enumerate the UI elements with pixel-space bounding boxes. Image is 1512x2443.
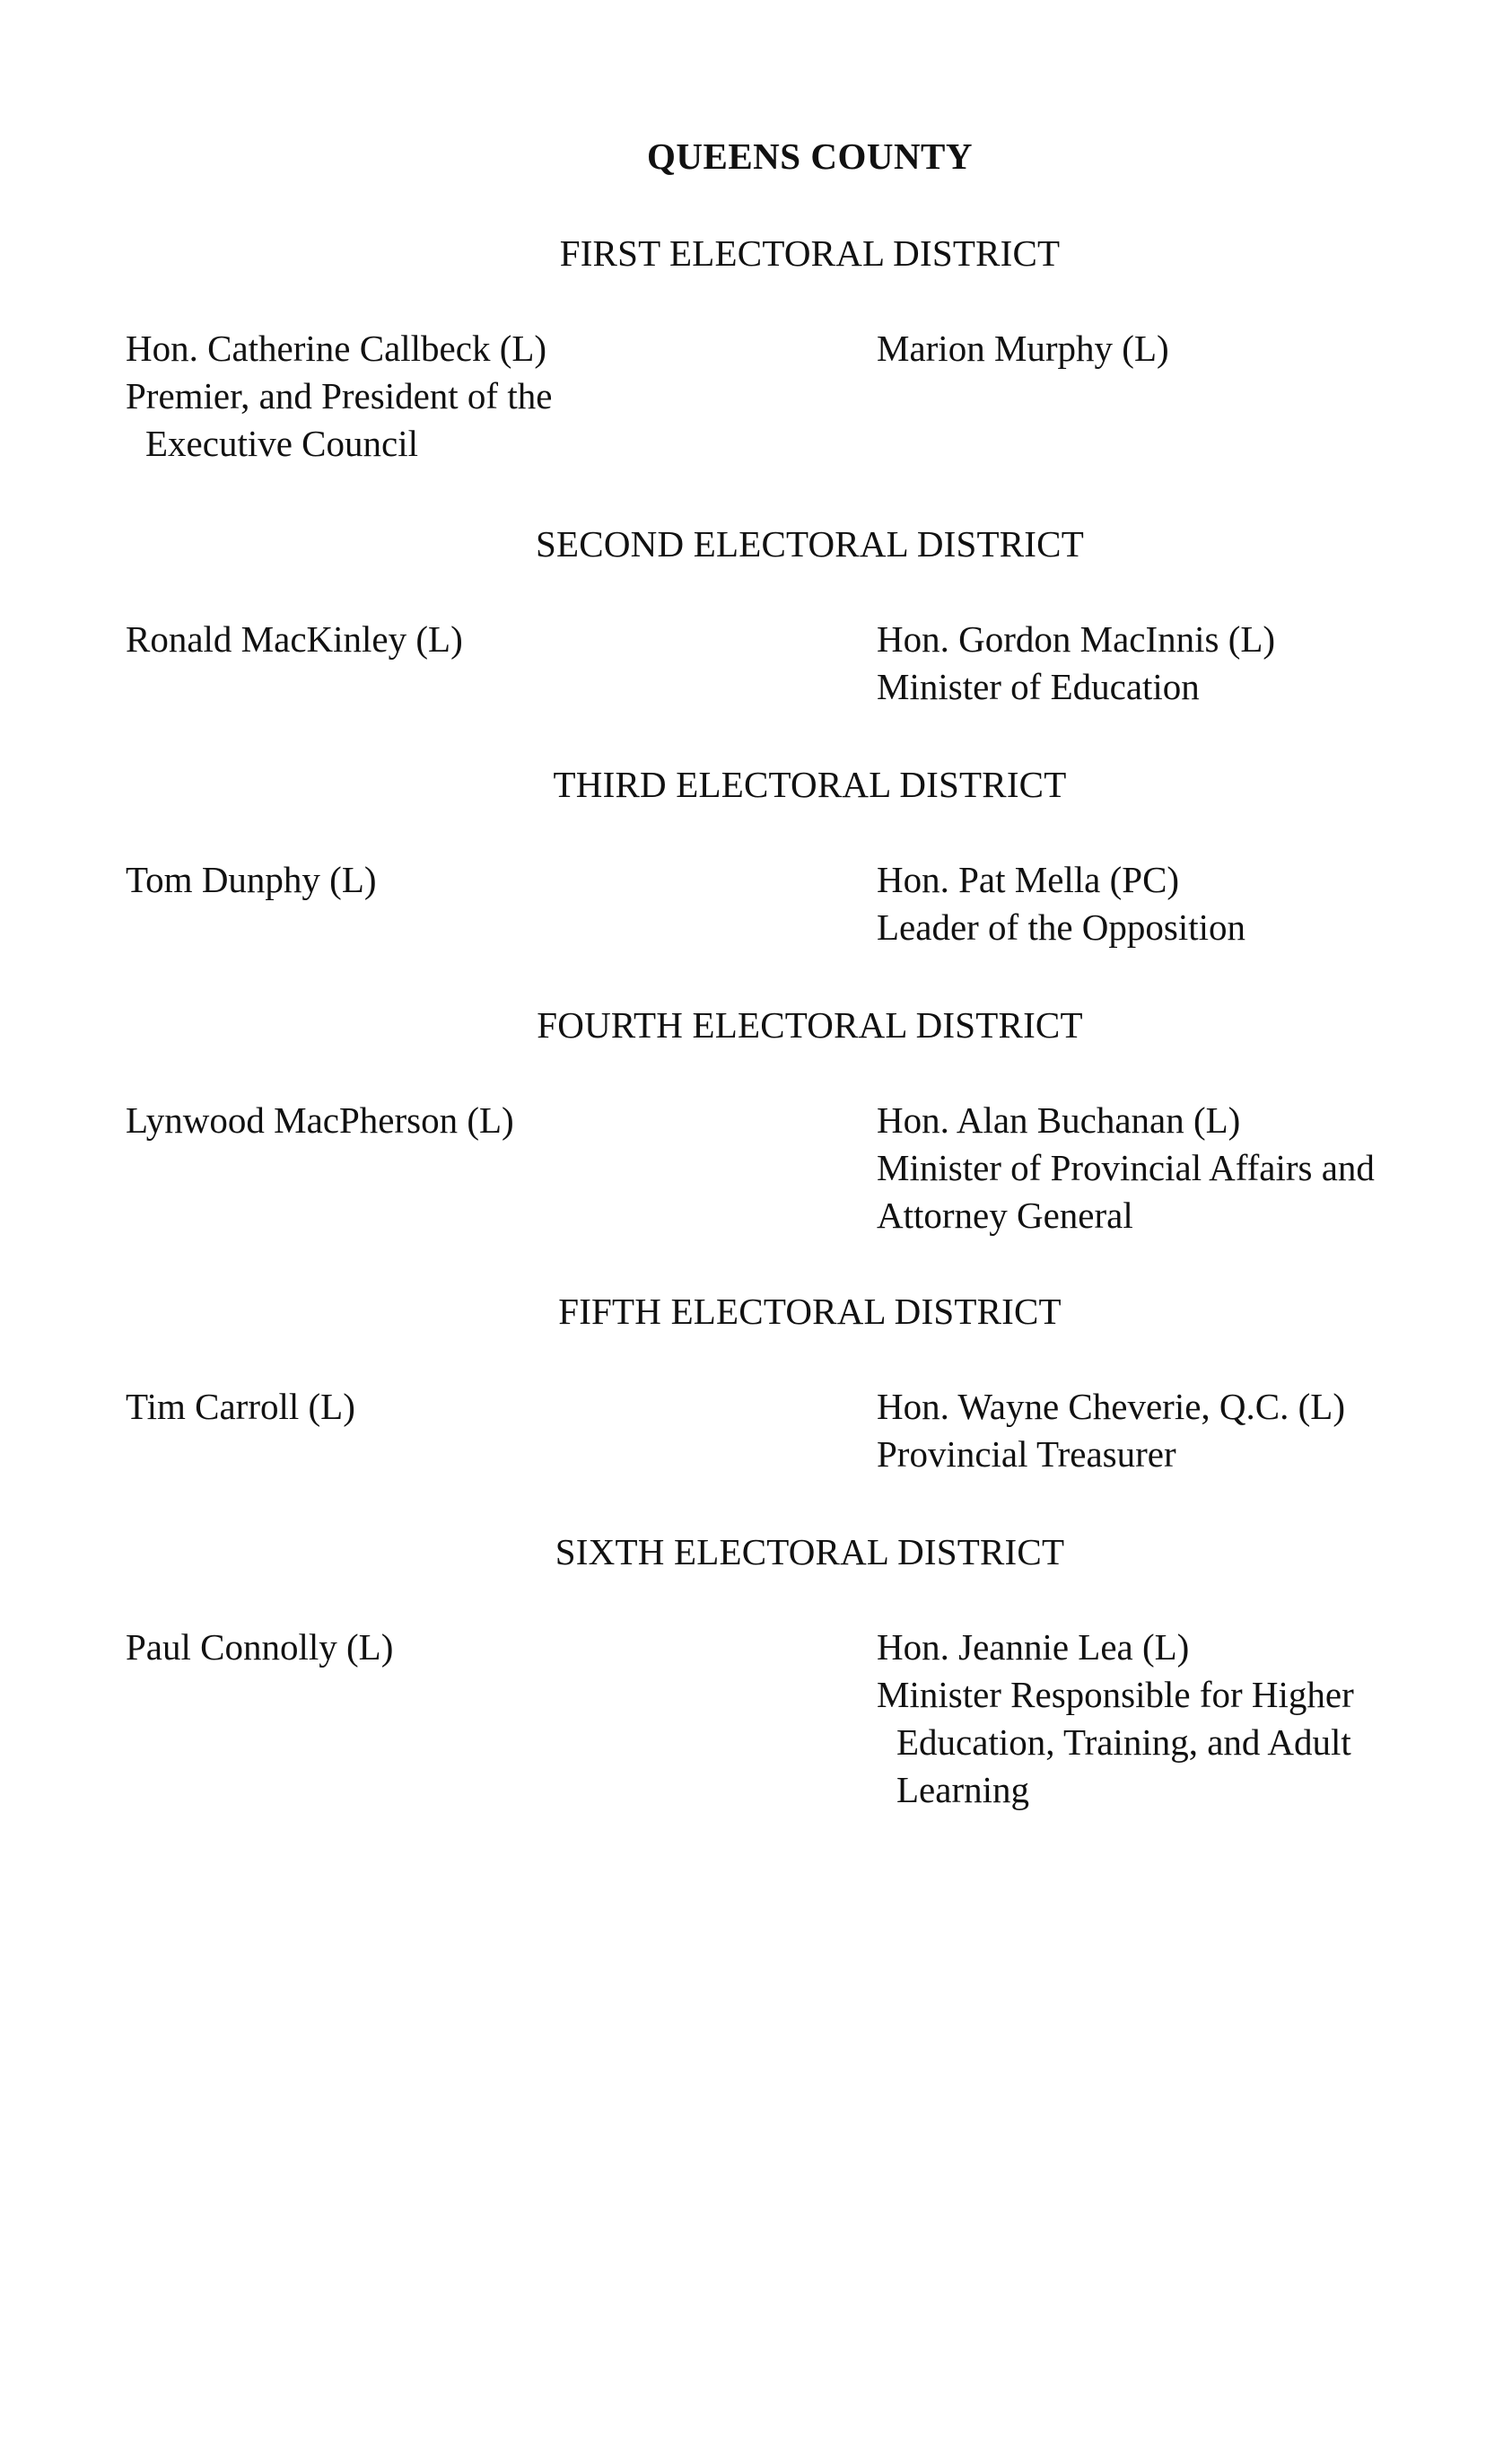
member-name: Hon. Jeannie Lea (L) [877, 1626, 1190, 1668]
member-role: Minister Responsible for Higher [877, 1674, 1354, 1715]
member-left [126, 1383, 808, 1431]
member-left [126, 1624, 808, 1671]
member-right [877, 325, 1512, 372]
member-right [877, 1383, 1512, 1478]
member-name: Marion Murphy (L) [877, 328, 1169, 369]
district-heading: THIRD ELECTORAL DISTRICT [553, 764, 1067, 805]
member-name: Tom Dunphy (L) [126, 859, 377, 900]
member-role: Minister of Provincial Affairs and [877, 1147, 1375, 1188]
district-heading: FOURTH ELECTORAL DISTRICT [537, 1004, 1083, 1046]
county-title: QUEENS COUNTY [646, 136, 974, 177]
district-heading: SIXTH ELECTORAL DISTRICT [555, 1531, 1065, 1572]
member-role-cont: Learning [896, 1769, 1029, 1810]
member-name: Hon. Alan Buchanan (L) [877, 1099, 1241, 1141]
member-right [877, 856, 1512, 951]
member-name: Hon. Catherine Callbeck (L) [126, 328, 547, 369]
member-left [126, 856, 808, 904]
member-right [877, 1097, 1512, 1239]
member-left [126, 1097, 808, 1144]
member-name: Hon. Wayne Cheverie, Q.C. (L) [877, 1386, 1345, 1427]
member-role-cont: Education, Training, and Adult [896, 1721, 1351, 1763]
member-name: Paul Connolly (L) [126, 1626, 394, 1668]
member-role: Provincial Treasurer [877, 1433, 1176, 1475]
member-name: Lynwood MacPherson (L) [126, 1099, 514, 1141]
member-name: Tim Carroll (L) [126, 1386, 355, 1427]
member-role: Premier, and President of the [126, 375, 553, 416]
member-right [877, 616, 1512, 711]
member-role: Leader of the Opposition [877, 906, 1246, 948]
district-heading: FIRST ELECTORAL DISTRICT [559, 232, 1061, 274]
member-right [877, 1624, 1512, 1814]
member-role-cont: Executive Council [145, 423, 418, 464]
district-heading: FIFTH ELECTORAL DISTRICT [558, 1291, 1062, 1332]
member-role-cont: Attorney General [877, 1195, 1133, 1236]
member-name: Hon. Gordon MacInnis (L) [877, 618, 1276, 660]
member-left [126, 616, 808, 663]
member-name: Hon. Pat Mella (PC) [877, 859, 1180, 900]
member-role: Minister of Education [877, 666, 1200, 707]
member-name: Ronald MacKinley (L) [126, 618, 463, 660]
district-heading: SECOND ELECTORAL DISTRICT [536, 523, 1084, 565]
member-left [126, 325, 808, 468]
